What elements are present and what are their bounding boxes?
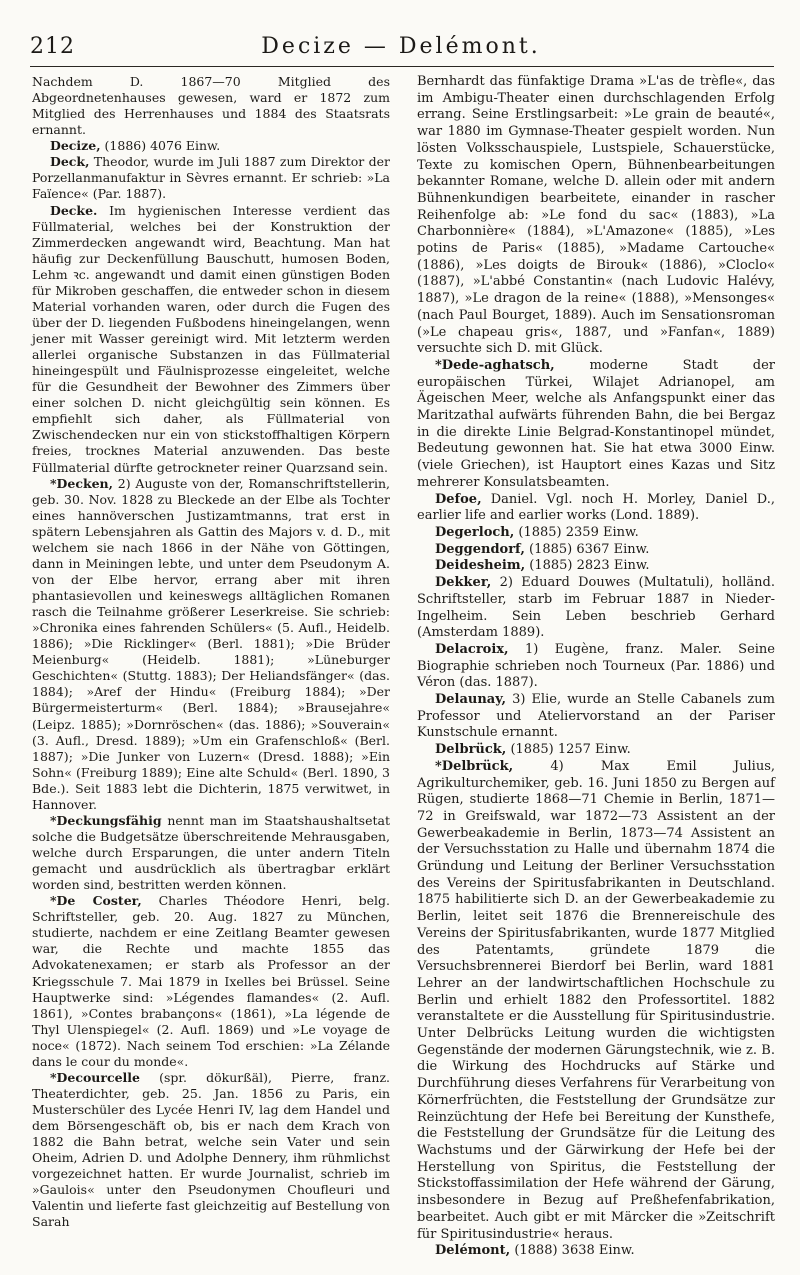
entry-headword: Decke. (50, 202, 98, 218)
entry (417, 542, 775, 559)
running-title: Decize — Delémont. (261, 34, 541, 59)
right-column (417, 74, 775, 1260)
entry-headword: Defoe, (435, 491, 482, 507)
entry (417, 759, 775, 1243)
entry-text: 3) Elie, wurde an Stelle Cabanels zum Professor und Ateliervorstand an der Pariser Kunstschule ernannt. (417, 692, 775, 741)
entry (32, 893, 390, 1070)
entry (32, 203, 390, 476)
entry-headword: Degerloch, (435, 524, 515, 540)
entry-headword: Delacroix, (435, 641, 509, 657)
entry-text: Im hygienischen Interesse verdient das Füllmaterial, welches bei der Konstruktion der Zimmerdecken angewandt wird, Beachtung. Man hat häufig zur Deckenfüllung Bauschutt, humosen Boden, Lehm ꝛc. angewandt und damit einen günstigen Boden für Mikroben geschaffen, die entweder schon in diesem Material vorhanden waren, oder durch die Fugen des über der D. liegenden Fußbodens hineingelangen, wenn jener mit Wasser gereinigt wird. Mit letzterm werden allerlei organische Substanzen in das Füllmaterial hineingespült und Fäulnisprozesse eingeleitet, welche für die Gesundheit der Bewohner des Zimmers über einer solchen D. nicht gleichgültig sein können. Es empfiehlt sich daher, als Füllmaterial von Zwischendecken nur ein von stickstoffhaltigen Körpern freies, trocknes Material anzuwenden. Das beste Füllmaterial dürfte getrockneter reiner Quarzsand sein. (32, 202, 390, 475)
entry-headword: Deidesheim, (435, 558, 526, 574)
entry-headword: *Dede-aghatsch, (435, 357, 555, 373)
entry (417, 742, 775, 759)
entry-text: (1888) 3638 Einw. (514, 1243, 635, 1259)
entry-text: moderne Stadt der europäischen Türkei, Wilajet Adrianopel, am Ägeischen Meer, welche als Anfangspunkt einer das Maritzathal aufwärts führenden Bahn, die bei Bergaz in die direkte Linie Belgrad-Konstantinopel mündet, Bedeutung gewonnen hat. Sie hat etwa 3000 Einw. (viele Griechen), ist Hauptort eines Kazas und Sitz mehrerer Konsulatsbeamten. (417, 357, 775, 490)
entry-text: Charles Théodore Henri, belg. Schriftsteller, geb. 20. Aug. 1827 zu München, studierte, nachdem er eine Zeitlang Beamter gewesen war, die Rechte und machte 1855 das Advokatenexamen; er starb als Professor an der Kriegsschule 7. Mai 1879 in Ixelles bei Brüssel. Seine Hauptwerke sind: »Légendes flamandes« (2. Aufl. 1861), »Contes brabançons« (1861), »La légende de Thyl Ulenspiegel« (2. Aufl. 1869) und »Le voyage de noce« (1872). Nach seinem Tod erschien: »La Zélande dans le cour du monde«. (32, 893, 391, 1069)
entry (32, 154, 390, 202)
entry-headword: Deggendorf, (435, 541, 525, 557)
entry-text: Theodor, wurde im Juli 1887 zum Direktor der Porzellanmanufaktur in Sèvres ernannt. Er schrieb: »La Faïence« (Par. 1887). (32, 154, 390, 202)
entry (417, 1243, 775, 1260)
entry-text: 1) Eugène, franz. Maler. Seine Biographie schrieben noch Tourneux (Par. 1886) und Véron (das. 1887). (417, 641, 775, 691)
entry-text: Daniel. Vgl. noch H. Morley, Daniel D., earlier life and earlier works (Lond. 1889). (417, 491, 775, 524)
entry (417, 575, 775, 642)
entry-text: (1885) 1257 Einw. (510, 742, 631, 758)
entry-headword: *Deckungsfähig (50, 812, 162, 828)
entry-text: (1885) 2359 Einw. (518, 524, 639, 540)
entry-text: 2) Auguste von der, Romanschriftstellerin, geb. 30. Nov. 1828 zu Bleckede an der Elbe als Tochter eines hannöverschen Justizamtmanns, trat erst in spätern Lebensjahren als Gattin des Majors v. d. D., mit welchem sie nach 1866 in der Nähe von Göttingen, dann in Meiningen lebte, und unter dem Pseudonym A. von der Elbe hervor, errang aber mit ihren phantasievollen und keineswegs alltäglichen Romanen rasch die Teilnahme größerer Leserkreise. Sie schrieb: »Chronika eines fahrenden Schülers« (5. Aufl., Heidelb. 1886); »Die Ricklinger« (Berl. 1881); »Die Brüder Meienburg« (Heidelb. 1881); »Lüneburger Geschichten« (Stuttg. 1883); Der Heliandsfänger« (das. 1884); »Aref der Hindu« (Freiburg 1884); »Der Bürgermeisterturm« (Berl. 1884); »Brausejahre« (Leipz. 1885); »Dornröschen« (das. 1886); »Souverain« (3. Aufl., Dresd. 1889); »Um ein Grafenschloß« (Berl. 1887); »Die Junker von Luzern« (Dresd. 1888); »Ein Sohn« (Freiburg 1889); Eine alte Schuld« (Berl. 1890, 3 Bde.). Seit 1883 lebt die Dichterin, 1875 verwitwet, in Hannover. (32, 475, 390, 812)
entry (32, 138, 390, 154)
entry (417, 558, 775, 575)
entry (417, 642, 775, 692)
entry-headword: *Decourcelle (50, 1069, 140, 1085)
entry-text: (1885) 2823 Einw. (529, 558, 650, 574)
entry-headword: *Decken, (50, 475, 113, 491)
entry-headword: *Delbrück, (435, 758, 514, 774)
entry-text: (1885) 6367 Einw. (529, 541, 650, 557)
entry-text: (1886) 4076 Einw. (104, 138, 221, 154)
page-number: 212 (30, 34, 75, 59)
entry-text: Bernhardt das fünfaktige Drama »L'as de trèfle«, das im Ambigu-Theater einen durchschlagenden Erfolg errang. Seine Erstlingsarbeit: »Le grain de beauté«, war 1880 im Gymnase-Theater gespielt worden. Nun lösten Volksschauspiele, Lustspiele, Schauerstücke, Texte zu komischen Opern, Bühnenbearbeitungen bekannter Romane, welche D. allein oder mit andern Bühnenkundigen bearbeitete, einander in rascher Reihenfolge ab: »Le fond du sac« (1883), »La Charbonnière« (1884), »L'Amazone« (1885), »Les potins de Paris« (1885), »Madame Cartouche« (1886), »Les doigts de Birouk« (1886), »Cloclo« (1887), »L'abbé Constantin« (nach Ludovic Halévy, 1887), »Le dragon de la reine« (1888), »Mensonges« (nach Paul Bourget, 1889). Auch im Sensationsroman (»Le chapeau gris«, 1887, und »Fanfan«, 1889) versuchte sich D. mit Glück. (417, 74, 775, 357)
entry (32, 813, 390, 893)
entry-headword: Delaunay, (435, 692, 507, 708)
entry (32, 1070, 390, 1231)
entry-text: Nachdem D. 1867—70 Mitglied des Abgeordnetenhauses gewesen, ward er 1872 zum Mitglied des Herrenhauses und 1884 des Staatsrats ernannt. (32, 74, 390, 138)
entry (417, 492, 775, 525)
entry-text: nennt man im Staatshaushaltsetat solche die Budgetsätze überschreitende Mehrausgaben, welche durch Ersparungen, die unter andern Titeln gemacht und ausdrücklich als übertragbar erklärt worden sind, bestritten werden können. (32, 812, 390, 893)
header-rule (30, 66, 774, 67)
entry-headword: *De Coster, (50, 893, 142, 909)
page-header (30, 34, 772, 62)
entry (417, 74, 775, 358)
entry-text: (spr. dökurßäl), Pierre, franz. Theaterdichter, geb. 25. Jan. 1856 zu Paris, ein Musterschüler des Lycée Henri IV, lag dem Handel und dem Börsengeschäft ob, bis er nach dem Krach von 1882 die Bahn betrat, welche sein Vater und sein Oheim, Adrien D. und Adolphe Dennery, ihm rühmlichst vorgezeichnet hatten. Er wurde Journalist, schrieb im »Gaulois« unter den Pseudonymen Choufleuri und Valentin und lieferte fast gleichzeitig auf Bestellung von Sarah (32, 1069, 390, 1230)
entry-headword: Dekker, (435, 575, 492, 591)
entry-text: 2) Eduard Douwes (Multatuli), holländ. Schriftsteller, starb im Februar 1887 in Nieder-Ingelheim. Sein Leben beschrieb Gerhard (Amsterdam 1889). (417, 575, 775, 641)
entry-headword: Delbrück, (435, 742, 507, 758)
entry (32, 74, 390, 138)
entry-headword: Decize, (50, 138, 101, 154)
entry-text: 4) Max Emil Julius, Agrikulturchemiker, geb. 16. Juni 1850 zu Bergen auf Rügen, studierte 1868—71 Chemie in Berlin, 1871—72 in Greifswald, war 1872—73 Assistent an der Gewerbeakademie in Berlin, 1873—74 Assistent an der Versuchsstation zu Halle und übernahm 1874 die Gründung und Leitung der Berliner Versuchsstation des Vereins der Spiritusfabrikanten in Deutschland. 1875 habilitierte sich D. an der Gewerbeakademie zu Berlin, leitet seit 1876 die Brennereischule des Vereins der Spiritusfabrikanten, wurde 1877 Mitglied des Patentamts, gründete 1879 die Versuchsbrennerei Bierdorf bei Berlin, ward 1881 Lehrer an der landwirtschaftlichen Hochschule zu Berlin und erhielt 1882 den Professortitel. 1882 veranstaltete er die Ausstellung für Spiritusindustrie. Unter Delbrücks Leitung wurden die wichtigsten Gegenstände der modernen Gärungstechnik, wie z. B. die Wirkung des Hochdrucks auf Stärke und Durchführung dieses Verfahrens für Verarbeitung von Körnerfrüchten, die Feststellung der Grundsätze zur Reinzüchtung der Hefe bei Bereitung der Kunsthefe, die Feststellung der Grundsätze für die Leitung des Wachstums und der Gärwirkung der Hefe bei der Herstellung von Spiritus, die Feststellung der Stickstoffassimilation der Hefe während der Gärung, insbesondere in Bezug auf Preßhefenfabrikation, bearbeitet. Auch gibt er mit Märcker die »Zeitschrift für Spiritusindustrie« heraus. (417, 758, 775, 1242)
entry (32, 476, 390, 813)
entry-headword: Deck, (50, 154, 90, 170)
left-column (32, 74, 390, 1231)
entry (417, 525, 775, 542)
entry-headword: Delémont, (435, 1243, 511, 1259)
entry (417, 692, 775, 742)
entry (417, 358, 775, 492)
